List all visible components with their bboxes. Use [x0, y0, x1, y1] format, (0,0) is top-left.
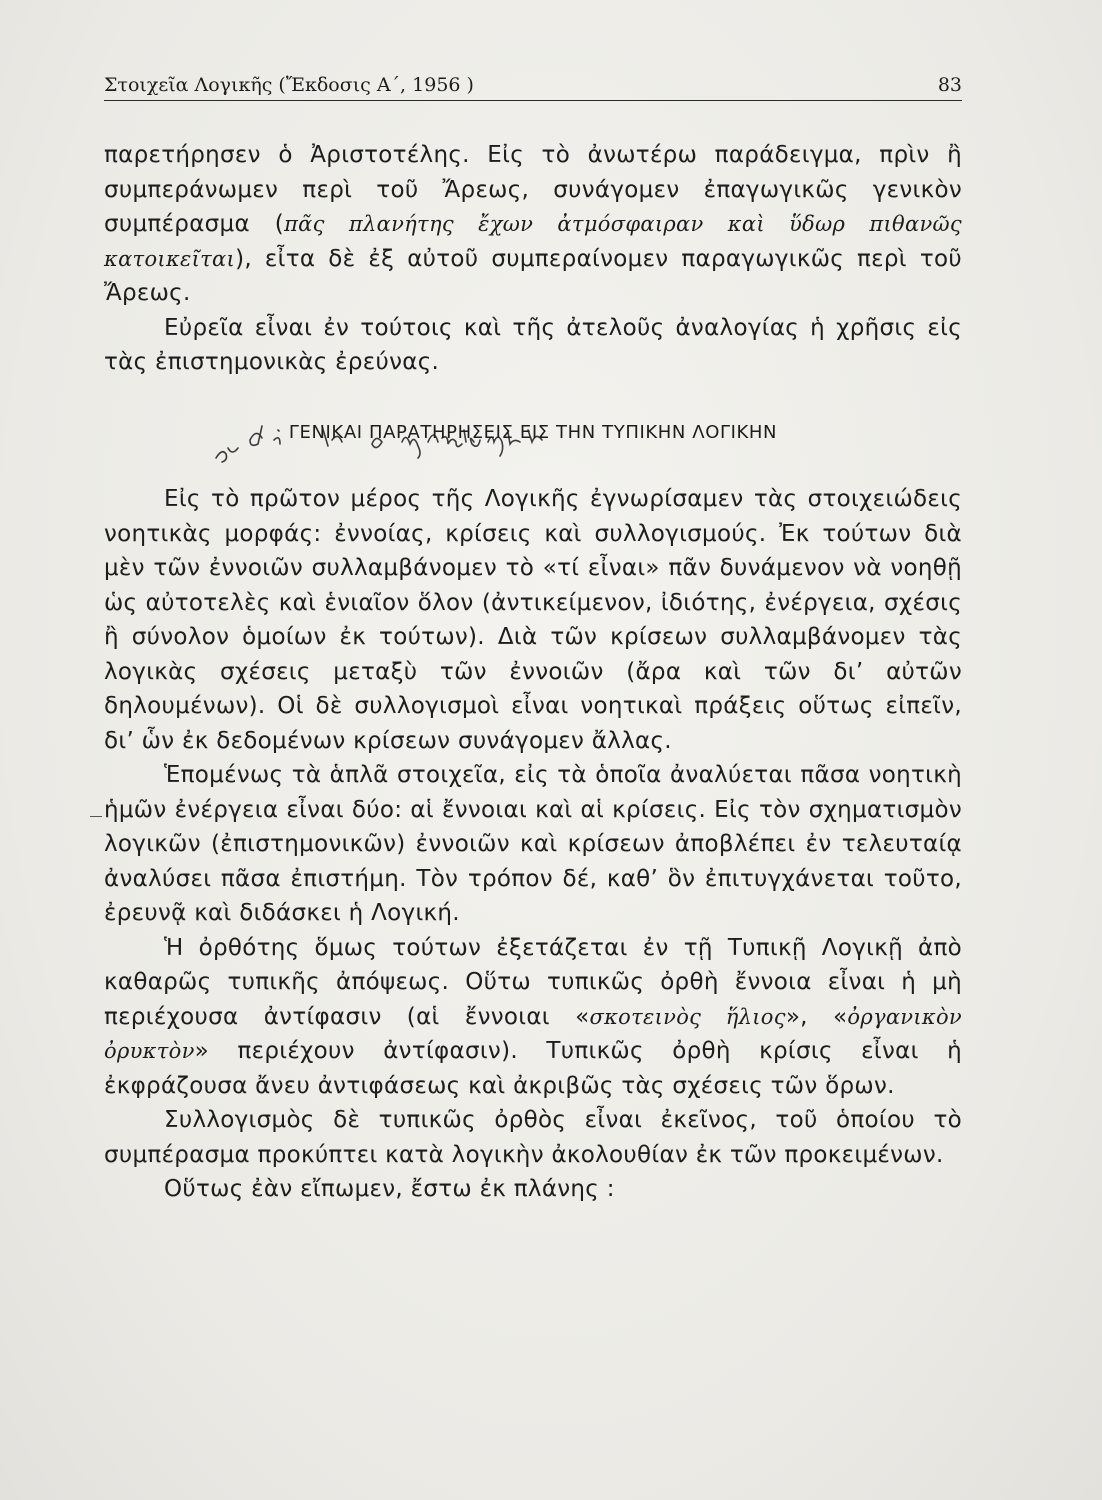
- running-title: Στοιχεῖα Λογικῆς (Ἔκδοσις Α΄, 1956 ): [104, 74, 474, 96]
- paragraph-2: Εὐρεῖα εἶναι ἐν τούτοις καὶ τῆς ἀτελοῦς ἀναλογίας ἡ χρῆσις εἰς τὰς ἐπιστημονικὰς ἐρεύνας.: [104, 314, 962, 375]
- margin-tick-mark: [90, 816, 102, 817]
- paragraph-1-italic: πᾶς πλανήτης ἔχων ἀτμόσφαιραν καὶ ὕδωρ πιθανῶς κατοικεῖται: [104, 212, 962, 271]
- paragraph-5-italic-1: σκοτεινὸς ἥλιος: [589, 1004, 786, 1029]
- paragraph-5-end: » περιέχουν ἀντίφασιν). Τυπικῶς ὀρθὴ κρίσις εἶναι ἡ ἐκφράζουσα ἄνευ ἀντιφάσεως καὶ ἀκριβῶς τὰς σχέσεις τῶν ὅρων.: [104, 1038, 962, 1099]
- body-text: [104, 138, 962, 1207]
- paragraph-1-end: ), εἶτα δὲ ἐξ αὐτοῦ συμπεραίνομεν παραγωγικῶς περὶ τοῦ Ἄρεως.: [104, 245, 962, 306]
- paragraph-5-italic-2: ὀργανικὸν ὀρυκτὸν: [104, 1004, 962, 1063]
- running-header: [104, 74, 962, 101]
- paragraph-5: [104, 931, 962, 1104]
- paragraph-5-mid: », «: [785, 1003, 848, 1030]
- paragraph-5-start: Ἡ ὀρθότης ὅμως τούτων ἐξετάζεται ἐν τῇ Τυπικῇ Λογικῇ ἀπὸ καθαρῶς τυπικῆς ἀπόψεως. Οὕτω τυπικῶς ὀρθὴ ἔννοια εἶναι ἡ μὴ περιέχουσα ἀντίφασιν (αἱ ἔννοιαι «: [104, 934, 962, 1030]
- page-number: 83: [937, 74, 962, 96]
- paragraph-3: Εἰς τὸ πρῶτον μέρος τῆς Λογικῆς ἐγνωρίσαμεν τὰς στοιχειώδεις νοητικὰς μορφάς: ἐννοίας, κρίσεις καὶ συλλογισμούς. Ἐκ τούτων διὰ μὲν τῶν ἐννοιῶν συλλαμβάνομεν τὸ «τί εἶναι» πᾶν δυνάμενον νὰ νοηθῇ ὡς αὐτοτελὲς καὶ ἑνιαῖον ὅλον (ἀντικείμενον, ἰδιότης, ἐνέργεια, σχέσις ἢ σύνολον ὁμοίων ἐκ τούτων). Διὰ τῶν κρίσεων συλλαμβάνομεν τὰς λογικὰς σχέσεις μεταξὺ τῶν ἐννοιῶν (ἄρα καὶ τῶν δι’ αὐτῶν δηλουμένων). Οἱ δὲ συλλογισμοὶ εἶναι νοητικαὶ πράξεις οὕτως εἰπεῖν, δι’ ὧν ἐκ δεδομένων κρίσεων συνάγομεν ἄλλας.: [104, 486, 962, 754]
- section-heading: ΓΕΝΙΚΑΙ ΠΑΡΑΤΗΡΗΣΕΙΣ ΕΙΣ ΤΗΝ ΤΥΠΙΚΗΝ ΛΟΓΙΚΗΝ: [288, 421, 778, 443]
- handwritten-note-text: διὰ τὸ ὀργανισμόν: [352, 464, 362, 465]
- paragraph-1: [104, 138, 962, 311]
- paragraph-7: Οὕτως ἐὰν εἴπωμεν, ἔστω ἐκ πλάνης :: [164, 1176, 615, 1202]
- paragraph-6: Συλλογισμὸς δὲ τυπικῶς ὀρθὸς εἶναι ἐκεῖνος, τοῦ ὁποίου τὸ συμπέρασμα προκύπτει κατὰ λογικὴν ἀκολουθίαν ἐκ τῶν προκειμένων.: [104, 1107, 962, 1168]
- paragraph-4: Ἑπομένως τὰ ἁπλᾶ στοιχεῖα, εἰς τὰ ὁποῖα ἀναλύεται πᾶσα νοητικὴ ἡμῶν ἐνέργεια εἶναι δύο: αἱ ἔννοιαι καὶ αἱ κρίσεις. Εἰς τὸν σχηματισμὸν λογικῶν (ἐπιστημονικῶν) ἐννοιῶν καὶ κρίσεων ἀποβλέπει ἐν τελευταίᾳ ἀναλύσει πᾶσα ἐπιστήμη. Τὸν τρόπον δέ, καθ’ ὃν ἐπιτυγχάνεται τοῦτο, ἐρευνᾷ καὶ διδάσκει ἡ Λογική.: [104, 762, 962, 926]
- paragraph-1-start: παρετήρησεν ὁ Ἀριστοτέλης. Εἰς τὸ ἀνωτέρω παράδειγμα, πρὶν ἢ συμπεράνωμεν περὶ τοῦ Ἄρεως, συνάγομεν ἐπαγωγικῶς γενικὸν συμπέρασμα (: [104, 142, 962, 237]
